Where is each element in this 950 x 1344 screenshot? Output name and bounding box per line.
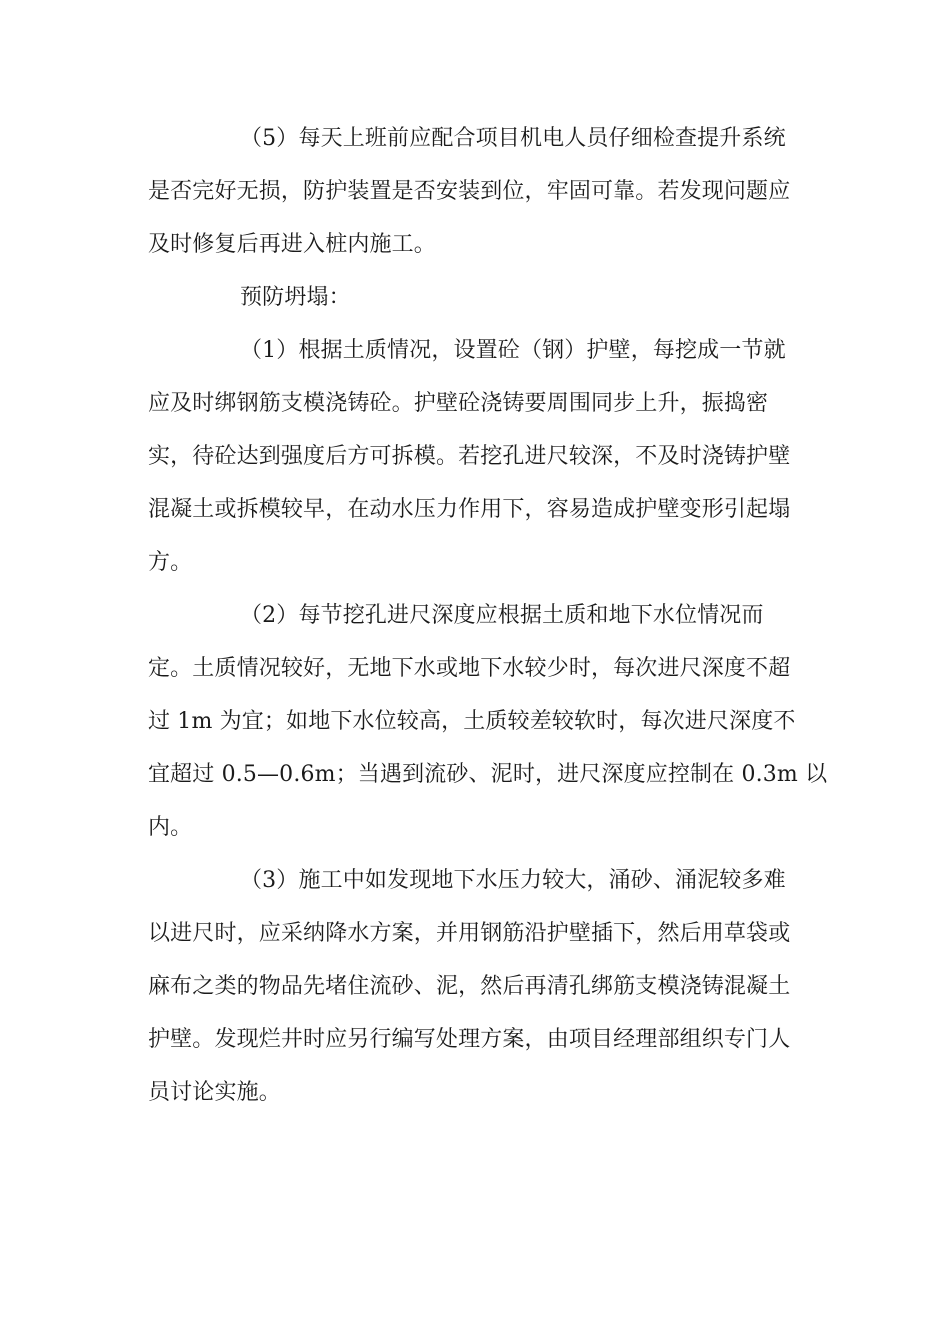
paragraph-line: 过 1m 为宜；如地下水位较高，土质较差较软时，每次进尺深度不 <box>148 709 796 734</box>
paragraph-line: 混凝土或拆模较早，在动水压力作用下，容易造成护壁变形引起塌 <box>148 497 791 522</box>
paragraph-item-3 <box>148 854 798 1119</box>
section-heading: 预防坍塌： <box>240 285 351 310</box>
paragraph-line: 护壁。发现烂井时应另行编写处理方案，由项目经理部组织专门人 <box>148 1027 791 1052</box>
paragraph-line: 方。 <box>148 550 193 575</box>
paragraph-line: 是否完好无损，防护装置是否安装到位，牢固可靠。若发现问题应 <box>148 179 791 204</box>
paragraph-line: 内。 <box>148 815 193 840</box>
paragraph-line: （3）施工中如发现地下水压力较大，涌砂、涌泥较多难 <box>240 868 786 893</box>
section-heading-collapse-prevention <box>148 271 798 324</box>
paragraph-line: （5）每天上班前应配合项目机电人员仔细检查提升系统 <box>240 126 786 151</box>
paragraph-item-1 <box>148 324 798 589</box>
paragraph-line: 以进尺时，应采纳降水方案，并用钢筋沿护壁插下，然后用草袋或 <box>148 921 791 946</box>
paragraph-line: 实，待砼达到强度后方可拆模。若挖孔进尺较深，不及时浇铸护壁 <box>148 444 791 469</box>
paragraph-line: 应及时绑钢筋支模浇铸砼。护壁砼浇铸要周围同步上升，振捣密 <box>148 391 769 416</box>
paragraph-line: 麻布之类的物品先堵住流砂、泥，然后再清孔绑筋支模浇铸混凝土 <box>148 974 791 999</box>
paragraph-line: 及时修复后再进入桩内施工。 <box>148 232 436 257</box>
document-body <box>148 112 828 1119</box>
paragraph-item-2 <box>148 589 828 854</box>
paragraph-line: 宜超过 0.5—0.6m；当遇到流砂、泥时，进尺深度应控制在 0.3m 以 <box>148 762 828 787</box>
paragraph-line: （1）根据土质情况，设置砼（钢）护壁，每挖成一节就 <box>240 338 786 363</box>
paragraph-line: （2）每节挖孔进尺深度应根据土质和地下水位情况而 <box>240 603 764 628</box>
paragraph-item-5 <box>148 112 798 271</box>
paragraph-line: 员讨论实施。 <box>148 1080 281 1105</box>
paragraph-line: 定。土质情况较好，无地下水或地下水较少时，每次进尺深度不超 <box>148 656 791 681</box>
